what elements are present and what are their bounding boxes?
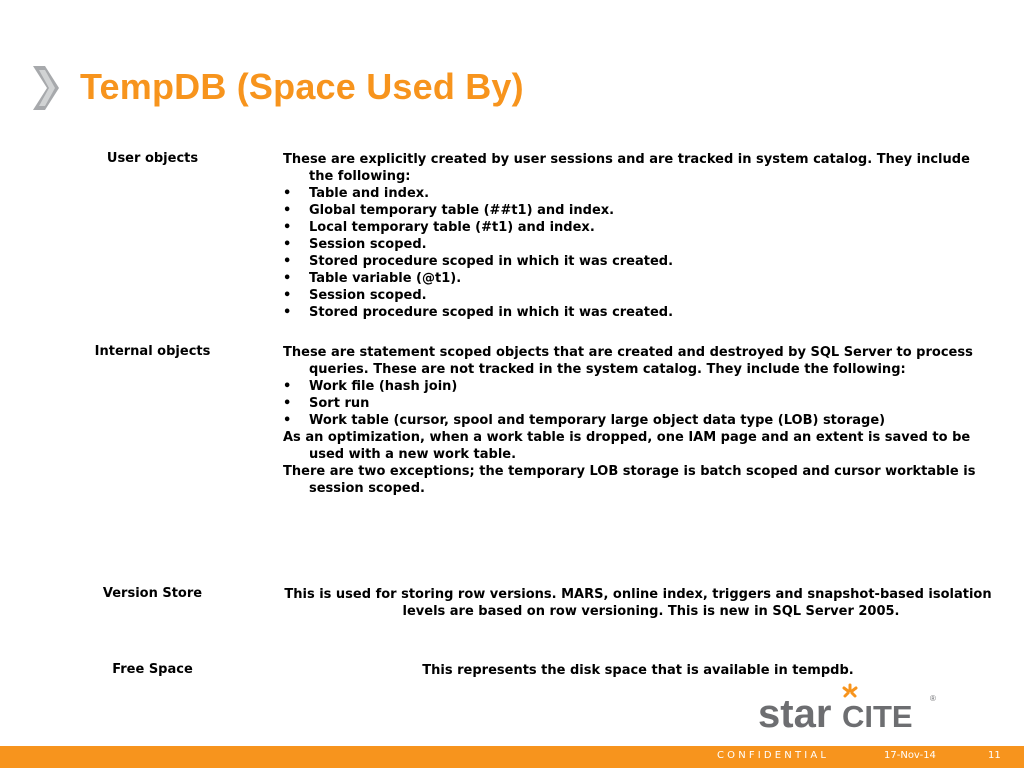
section-label-user-objects: User objects [106,151,199,166]
bullet-icon: • [283,203,292,218]
logo-text-star: star [758,692,832,733]
bullet-icon: • [283,186,292,201]
list-item-text: Local temporary table (#t1) and index. [309,220,595,235]
section-desc-free-space [283,662,993,679]
list-item-text: Sort run [309,396,370,411]
section-desc-version-store [283,586,993,620]
desc-paragraph: This is used for storing row versions. MARS, online index, triggers and snapshot-based isolation levels are based on row versioning. This is new in SQL Server 2005. [284,587,992,619]
bullet-icon: • [283,396,292,411]
bullet-icon: • [283,220,292,235]
footer-date: 17-Nov-14 [884,750,936,761]
list-item-text: Session scoped. [309,288,427,303]
list-item [283,253,993,270]
desc-paragraph: These are statement scoped objects that are created and destroyed by SQL Server to process queries. These are not tracked in the system catalog. They include the following: [283,345,973,377]
section-label-internal-objects: Internal objects [94,344,211,359]
bullet-icon: • [283,254,292,269]
asterisk-icon [844,685,856,696]
chevron-right-icon [31,64,61,112]
list-item [283,395,993,412]
desc-paragraph: As an optimization, when a work table is dropped, one IAM page and an extent is saved to be used with a new work table. [283,430,971,462]
list-item [283,236,993,253]
list-item-text: Global temporary table (##t1) and index. [309,203,615,218]
list-item [283,219,993,236]
footer-page-number: 11 [988,750,1001,761]
section-desc-user-objects [283,151,993,321]
starcite-logo [758,683,938,733]
list-item-text: Work table (cursor, spool and temporary large object data type (LOB) storage) [309,413,886,428]
bullet-icon: • [283,271,292,286]
desc-paragraph: There are two exceptions; the temporary LOB storage is batch scoped and cursor worktable is session scoped. [283,464,976,496]
list-item [283,304,993,321]
bullet-icon: • [283,237,292,252]
list-item-text: Table and index. [309,186,430,201]
footer-confidential: C O N F I D E N T I A L [717,750,826,761]
bullet-icon: • [283,288,292,303]
bullet-icon: • [283,379,292,394]
list-item [283,185,993,202]
section-label-version-store: Version Store [102,586,203,601]
list-item [283,378,993,395]
logo-text-cite: CITE [842,699,913,733]
list-item-text: Stored procedure scoped in which it was created. [309,254,674,269]
slide-title: TempDB (Space Used By) [80,66,524,107]
desc-paragraph: This represents the disk space that is available in tempdb. [422,663,854,678]
bullet-icon: • [283,305,292,320]
list-item-text: Session scoped. [309,237,427,252]
list-item [283,202,993,219]
list-item-text: Table variable (@t1). [309,271,462,286]
list-item [283,412,993,429]
section-label-free-space: Free Space [112,662,193,677]
desc-paragraph: These are explicitly created by user sessions and are tracked in system catalog. They include the following: [283,152,970,184]
registered-mark: ® [930,694,936,703]
bullet-icon: • [283,413,292,428]
footer-bar [0,746,1024,768]
section-desc-internal-objects [283,344,993,497]
list-item-text: Stored procedure scoped in which it was created. [309,305,674,320]
list-item [283,270,993,287]
list-item [283,287,993,304]
list-item-text: Work file (hash join) [309,379,458,394]
